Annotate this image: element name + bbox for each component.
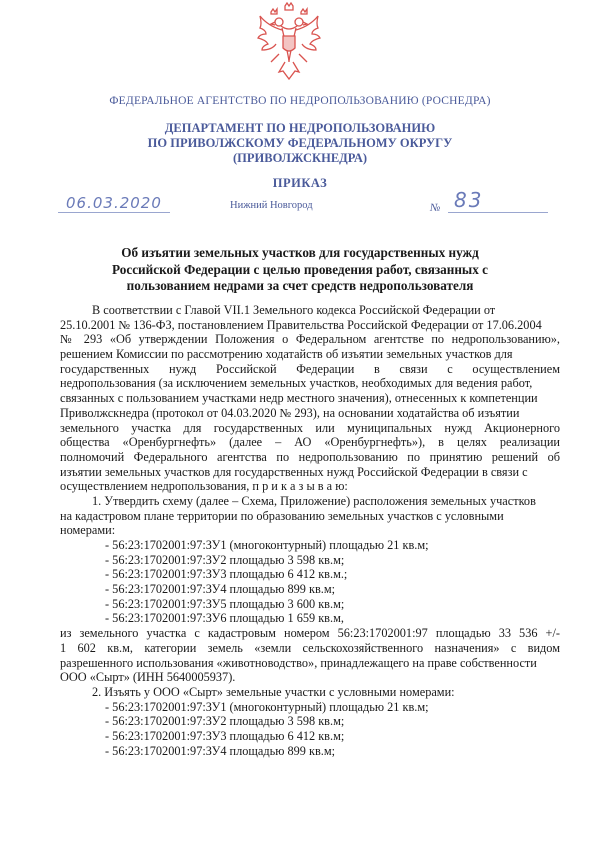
body-line: полномочий Федерального агентства по недропользованию по принятию решений об xyxy=(60,449,560,464)
department-line: ПО ПРИВОЛЖСКОМУ ФЕДЕРАЛЬНОМУ ОКРУГУ xyxy=(147,136,453,150)
body-line: Приволжскнедра (протокол от 04.03.2020 № 293), на основании ходатайства об изъятии xyxy=(60,405,520,420)
item-1-line: на кадастровом плане территории по образованию земельных участков с условными xyxy=(60,508,504,523)
department-name xyxy=(0,121,600,166)
body-line: общества «Оренбургнефть» (далее – АО «Оренбургнефть»), в целях реализации xyxy=(60,435,560,450)
body-line: разрешенного использования «животноводство», принадлежащего на праве собственности xyxy=(60,655,537,670)
title-line: пользованием недрами за счет средств недропользователя xyxy=(126,278,474,293)
body-line: земельного участка для государственных или муниципальных нужд Акционерного xyxy=(60,420,560,435)
date-number-row xyxy=(58,188,548,218)
document-type: ПРИКАЗ xyxy=(272,176,328,190)
number-sign: № xyxy=(430,202,441,214)
body-line: осуществлением недропользования, п р и к а з ы в а ю: xyxy=(60,479,348,494)
list-item: - 56:23:1702001:97:ЗУ1 (многоконтурный) площадью 21 кв.м; xyxy=(105,699,429,714)
order-number: 83 xyxy=(454,188,484,212)
item-1-line: 1. Утвердить схему (далее – Схема, Приложение) расположения земельных участков xyxy=(92,493,536,508)
list-item: - 56:23:1702001:97:ЗУ2 площадью 3 598 кв.м; xyxy=(105,714,345,729)
list-item: - 56:23:1702001:97:ЗУ4 площадью 899 кв.м; xyxy=(105,743,336,758)
agency-name: ФЕДЕРАЛЬНОЕ АГЕНТСТВО ПО НЕДРОПОЛЬЗОВАНИЮ (РОСНЕДРА) xyxy=(109,95,491,107)
body-line: решением Комиссии по рассмотрению ходатайств об изъятии земельных участков для xyxy=(60,347,513,362)
list-item: - 56:23:1702001:97:ЗУ3 площадью 6 412 кв.м.; xyxy=(105,567,348,582)
number-underline xyxy=(448,212,548,213)
body-line: № 293 «Об утверждении Положения о Федеральном агентстве по недропользованию», xyxy=(60,332,560,347)
list-item: - 56:23:1702001:97:ЗУ3 площадью 6 412 кв.м; xyxy=(105,728,345,743)
list-item: - 56:23:1702001:97:ЗУ6 площадью 1 659 кв.м, xyxy=(105,611,344,626)
order-title xyxy=(60,245,540,295)
order-date: 06.03.2020 xyxy=(66,194,162,212)
coat-of-arms-icon xyxy=(255,2,323,84)
order-body xyxy=(60,303,560,758)
department-line: (ПРИВОЛЖСКНЕДРА) xyxy=(232,151,368,165)
date-underline xyxy=(58,212,170,213)
list-item: - 56:23:1702001:97:ЗУ2 площадью 3 598 кв.м; xyxy=(105,552,345,567)
city: Нижний Новгород xyxy=(230,200,313,211)
list-item: - 56:23:1702001:97:ЗУ4 площадью 899 кв.м; xyxy=(105,582,336,597)
body-line: из земельного участка с кадастровым номером 56:23:1702001:97 площадью 33 536 +/- xyxy=(60,626,560,641)
title-line: Российской Федерации с целью проведения работ, связанных с xyxy=(112,261,488,277)
body-line: В соответствии с Главой VII.1 Земельного кодекса Российской Федерации от xyxy=(92,303,496,317)
body-line: ООО «Сырт» (ИНН 5640005937). xyxy=(60,670,236,685)
body-line: государственных нужд Российской Федерации в связи с осуществлением xyxy=(60,361,560,376)
item-2-line: 2. Изъять у ООО «Сырт» земельные участки с условными номерами: xyxy=(92,684,455,699)
body-line: связанных с пользованием участками недр местного значения), отнесенных к компетенции xyxy=(60,391,538,406)
department-line: ДЕПАРТАМЕНТ ПО НЕДРОПОЛЬЗОВАНИЮ xyxy=(164,121,436,135)
title-line: Об изъятии земельных участков для государственных нужд xyxy=(121,245,479,260)
body-line: 1 602 кв.м, категории земель «земли сельскохозяйственного назначения» с видом xyxy=(60,640,560,655)
list-item: - 56:23:1702001:97:ЗУ5 площадью 3 600 кв.м; xyxy=(105,596,345,611)
list-item: - 56:23:1702001:97:ЗУ1 (многоконтурный) площадью 21 кв.м; xyxy=(105,538,429,552)
item-1-line: номерами: xyxy=(60,523,116,538)
body-line: 25.10.2001 № 136-ФЗ, постановлением Правительства Российской Федерации от 17.06.2004 xyxy=(60,317,542,332)
body-line: недропользования (за исключением земельных участков, необходимых для ведения работ, xyxy=(60,376,533,391)
body-line: изъятии земельных участков для государственных нужд Российской Федерации в связи с xyxy=(60,464,528,479)
